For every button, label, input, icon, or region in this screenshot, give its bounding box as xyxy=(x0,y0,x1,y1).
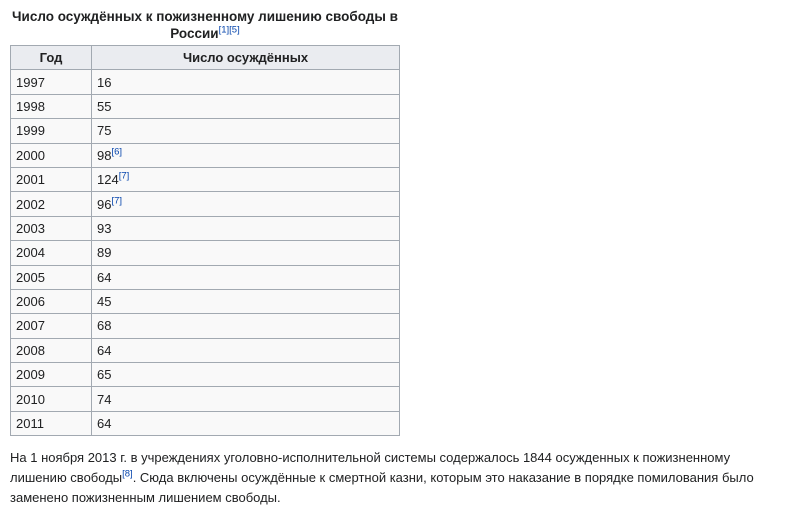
year-cell: 2002 xyxy=(11,192,92,216)
count-cell xyxy=(92,289,400,313)
year-cell: 2006 xyxy=(11,289,92,313)
year-cell: 2009 xyxy=(11,363,92,387)
count-value: 74 xyxy=(97,391,112,407)
count-cell xyxy=(92,119,400,143)
count-cell xyxy=(92,192,400,216)
year-cell: 2004 xyxy=(11,241,92,265)
table-row xyxy=(11,119,400,143)
count-value: 64 xyxy=(97,416,112,432)
table-row xyxy=(11,363,400,387)
count-cell xyxy=(92,241,400,265)
count-ref[interactable] xyxy=(119,171,130,182)
count-cell xyxy=(92,363,400,387)
table-row xyxy=(11,94,400,118)
count-ref-link[interactable]: [7] xyxy=(111,195,123,207)
table-row xyxy=(11,192,400,216)
table-row xyxy=(11,216,400,240)
caption-ref-2[interactable]: [5] xyxy=(229,24,240,36)
count-cell xyxy=(92,143,400,167)
table-caption xyxy=(10,8,400,42)
table-row xyxy=(11,411,400,435)
count-value: 68 xyxy=(97,318,112,334)
table-row xyxy=(11,70,400,94)
year-cell: 2010 xyxy=(11,387,92,411)
count-cell xyxy=(92,387,400,411)
count-value: 64 xyxy=(97,269,112,285)
count-value: 89 xyxy=(97,245,112,261)
count-ref-link[interactable]: [6] xyxy=(111,146,123,158)
count-value: 65 xyxy=(97,367,112,383)
footnote-paragraph xyxy=(10,448,790,508)
footnote-text-2: . Сюда включены осуждённые к смертной казни, которым это наказание в порядке помилования было заменено пожизненным лишением свободы. xyxy=(10,470,754,506)
table-header-row xyxy=(11,46,400,70)
column-header-year: Год xyxy=(11,46,92,70)
count-value: 64 xyxy=(97,342,112,358)
convicts-table xyxy=(10,45,400,436)
count-value: 45 xyxy=(97,294,112,310)
count-ref-link[interactable]: [7] xyxy=(118,170,130,182)
column-header-count: Число осуждённых xyxy=(92,46,400,70)
year-cell: 2011 xyxy=(11,411,92,435)
count-ref[interactable] xyxy=(111,195,122,206)
count-value: 96 xyxy=(97,196,112,212)
count-value: 124 xyxy=(97,172,119,188)
count-value: 75 xyxy=(97,123,112,139)
article-content xyxy=(10,8,790,508)
year-cell: 1997 xyxy=(11,70,92,94)
year-cell: 2000 xyxy=(11,143,92,167)
table-row xyxy=(11,265,400,289)
count-value: 93 xyxy=(97,220,112,236)
year-cell: 1999 xyxy=(11,119,92,143)
count-cell xyxy=(92,338,400,362)
year-cell: 1998 xyxy=(11,94,92,118)
table-row xyxy=(11,314,400,338)
table-body xyxy=(11,70,400,436)
caption-ref-1[interactable]: [1] xyxy=(218,24,230,36)
count-ref[interactable] xyxy=(111,146,122,157)
count-value: 55 xyxy=(97,98,112,114)
table-row xyxy=(11,387,400,411)
count-cell xyxy=(92,70,400,94)
year-cell: 2005 xyxy=(11,265,92,289)
count-cell xyxy=(92,314,400,338)
year-cell: 2003 xyxy=(11,216,92,240)
year-cell: 2001 xyxy=(11,167,92,191)
count-cell xyxy=(92,265,400,289)
year-cell: 2007 xyxy=(11,314,92,338)
year-cell: 2008 xyxy=(11,338,92,362)
count-cell xyxy=(92,216,400,240)
count-cell xyxy=(92,167,400,191)
footnote-text-1: На 1 ноября 2013 г. в учреждениях уголовно-исполнительной системы содержалось 1844 осужденных к пожизненному лишению свободы xyxy=(10,450,731,486)
table-caption-text: Число осуждённых к пожизненному лишению свободы в России xyxy=(12,9,398,41)
footnote-ref[interactable]: [8] xyxy=(122,468,133,480)
count-value: 98 xyxy=(97,147,112,163)
table-row xyxy=(11,338,400,362)
count-cell xyxy=(92,411,400,435)
count-cell xyxy=(92,94,400,118)
table-row xyxy=(11,289,400,313)
table-row xyxy=(11,241,400,265)
table-row xyxy=(11,167,400,191)
table-row xyxy=(11,143,400,167)
count-value: 16 xyxy=(97,74,112,90)
